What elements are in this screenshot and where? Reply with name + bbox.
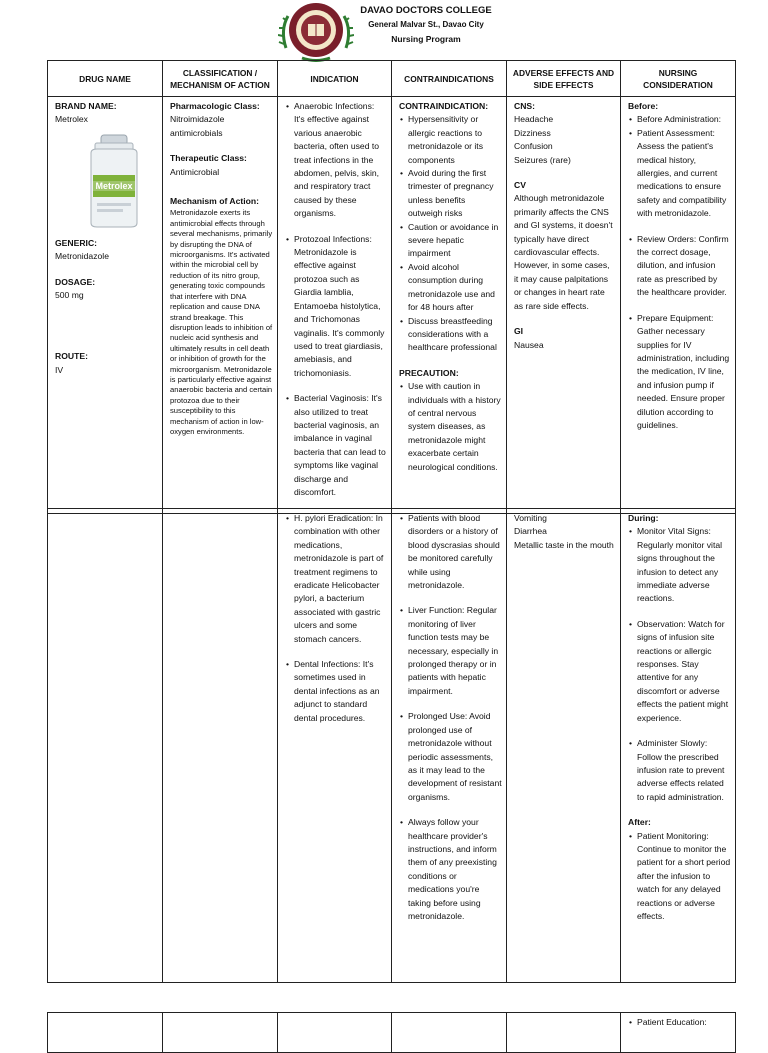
- college-seal-logo: [278, 0, 354, 62]
- list-item: • Avoid during the first trimester of pregnancy unless benefits outweigh risks: [408, 167, 502, 221]
- contraindications-cell: [392, 1013, 507, 1053]
- brand-name: Metrolex: [55, 114, 88, 125]
- drug-name-cell: [48, 509, 163, 983]
- nursing-consideration-cell: [621, 1013, 736, 1053]
- college-address: General Malvar St., Davao City: [368, 20, 484, 29]
- table-row: [48, 97, 736, 514]
- list-item: • Avoid alcohol consumption during metronidazole use and for 48 hours after: [408, 261, 502, 315]
- contraindications-cell: [392, 97, 507, 514]
- list-item: • Anaerobic Infections: It's effective against various anaerobic bacteria, often used to treat infections in the abdomen, pelvis, skin, and respiratory tract caused by these organisms.: [294, 100, 387, 221]
- cns-label: CNS:: [514, 101, 536, 111]
- col-header-classification: CLASSIFICATION / MECHANISM OF ACTION: [163, 61, 278, 97]
- contraindication-label: CONTRAINDICATION:: [399, 101, 489, 111]
- list-item: • Hypersensitivity or allergic reactions to metronidazole or its components: [408, 113, 502, 167]
- table-row: [48, 509, 736, 983]
- brand-name-label: BRAND NAME:: [55, 101, 117, 111]
- cns-effect: Dizziness: [514, 127, 551, 138]
- list-item: • Bacterial Vaginosis: It's also utilized to treat bacterial vaginosis, an imbalance in vaginal bacteria that can lead to symptoms like vaginal discharge and discomfort.: [294, 392, 387, 499]
- after-label: After:: [628, 817, 651, 828]
- drug-name-cell: [48, 97, 163, 514]
- pharmacologic-class: Nitroimidazole antimicrobials: [170, 114, 225, 138]
- cns-effect: Seizures (rare): [514, 154, 571, 165]
- list-item: • Administer Slowly: Follow the prescribed infusion rate to prevent adverse effects related to rapid administration.: [637, 737, 731, 804]
- list-item: • Monitor Vital Signs: Regularly monitor vital signs throughout the infusion to detect any immediate adverse reactions.: [637, 525, 731, 605]
- contraindications-cell: [392, 509, 507, 983]
- classification-cell: [163, 509, 278, 983]
- col-header-adverse-effects: ADVERSE EFFECTS AND SIDE EFFECTS: [507, 61, 621, 97]
- list-item: • Observation: Watch for signs of infusion site reactions or allergic responses. Stay attentive for any discomfort or adverse effects the patient might experience.: [637, 618, 731, 725]
- cns-effect: Headache: [514, 114, 554, 125]
- therapeutic-class-label: Therapeutic Class:: [170, 153, 247, 164]
- college-info: [356, 4, 496, 46]
- nursing-consideration-cell: [621, 97, 736, 514]
- during-label: During:: [628, 513, 659, 523]
- route-label: ROUTE:: [55, 351, 88, 362]
- list-item: • Always follow your healthcare provider's instructions, and inform them of any preexisting conditions or medications you're taking before using metronidazole.: [408, 816, 502, 923]
- indication-cell: [278, 1013, 392, 1053]
- cv-effect: Although metronidazole primarily affects the CNS and GI systems, it doesn't typically have direct cardiovascular effects. However, in some cases, it may cause palpitations or changes in heart rate as rare side effects.: [514, 193, 613, 311]
- list-item: • Prolonged Use: Avoid prolonged use of metronidazole without periodic assessments, as it may lead to the development of resistant organisms.: [408, 710, 502, 804]
- mechanism-text: Metronidazole exerts its antimicrobial effects through several mechanisms, primarily by disrupting the DNA of microorganisms. It's activated within the microbial cell by reduction of its nitro group, generating toxic compounds that interfere with DNA replication and cause DNA strand breakage. This disruption leads to inhibition of nucleic acid synthesis and ultimately results in cell death or inhibition of growth for the microorganism. Metronidazole is particularly effective against anaerobic bacteria and certain protozoa due to their susceptibility to this mechanism of action in low-oxygen environments.: [170, 208, 273, 436]
- program-name: Nursing Program: [391, 34, 461, 44]
- adverse-effects-cell: [507, 509, 621, 983]
- table-header-row: [48, 61, 736, 97]
- drug-study-table-page3: [47, 1012, 736, 1053]
- generic-name-label: GENERIC:: [55, 237, 98, 248]
- pharmacologic-class-label: Pharmacologic Class:: [170, 101, 260, 111]
- gi-effect: Diarrhea: [514, 526, 547, 537]
- cns-effect: Confusion: [514, 141, 553, 152]
- drug-study-table-page1: [47, 60, 736, 514]
- dosage-label: DOSAGE:: [55, 276, 96, 287]
- list-item: • Use with caution in individuals with a history of central nervous system diseases, as metronidazole might exacerbate certain neurological conditions.: [408, 380, 502, 474]
- gi-effect: Metallic taste in the mouth: [514, 539, 614, 550]
- nursing-consideration-cell: [621, 509, 736, 983]
- list-item: • Protozoal Infections: Metronidazole is effective against protozoa such as Giardia lamblia, Entamoeba histolytica, and Trichomonas vaginalis. It's commonly used to treat giardiasis, amebiasis, and trichomoniasis.: [294, 233, 387, 380]
- list-item: • Patient Assessment: Assess the patient's medical history, allergies, and current medications to ensure safety and compatibility with metronidazole.: [637, 127, 731, 221]
- col-header-indication: INDICATION: [278, 61, 392, 97]
- gi-label: GI: [514, 326, 524, 337]
- mechanism-label: Mechanism of Action:: [170, 196, 259, 207]
- dosage-value: 500 mg: [55, 290, 84, 301]
- list-item: • H. pylori Eradication: In combination with other medications, metronidazole is part of treatment regimens to eradicate Helicobacter pylori, a bacterium associated with gastric ulcers and some stomach cancers.: [294, 512, 387, 646]
- generic-name: Metronidazole: [55, 251, 109, 262]
- precaution-label: PRECAUTION:: [399, 367, 459, 378]
- col-header-drug-name: DRUG NAME: [48, 61, 163, 97]
- list-item: • Dental Infections: It's sometimes used in dental infections as an adjunct to standard dental procedures.: [294, 658, 387, 725]
- list-item: • Prepare Equipment: Gather necessary supplies for IV administration, including the medication, IV line, and infusion pump if needed. Ensure proper dilution according to guidelines.: [637, 312, 731, 433]
- drug-study-table-page2: [47, 508, 736, 983]
- list-item: • Caution or avoidance in severe hepatic impairment: [408, 221, 502, 261]
- list-item: • Before Administration:: [637, 113, 731, 126]
- table-row: [48, 1013, 736, 1053]
- gi-effect: Nausea: [514, 339, 544, 350]
- indication-cell: [278, 97, 392, 514]
- indication-cell: [278, 509, 392, 983]
- classification-cell: [163, 1013, 278, 1053]
- list-item: • Patient Monitoring: Continue to monitor the patient for a short period after the infusion to watch for any delayed reactions or adverse effects.: [637, 830, 731, 924]
- metrolex-bottle-image: [79, 131, 149, 231]
- list-item: • Patients with blood disorders or a history of blood dyscrasias should be monitored carefully while using metronidazole.: [408, 512, 502, 592]
- before-label: Before:: [628, 101, 659, 111]
- col-header-nursing-consideration: NURSING CONSIDERATION: [621, 61, 736, 97]
- adverse-effects-cell: [507, 1013, 621, 1053]
- list-item: • Discuss breastfeeding considerations with a healthcare professional: [408, 315, 502, 355]
- cv-label: CV: [514, 180, 526, 191]
- gi-effect: Vomiting: [514, 513, 547, 523]
- col-header-contraindications: CONTRAINDICATIONS: [392, 61, 507, 97]
- drug-name-cell: [48, 1013, 163, 1053]
- classification-cell: [163, 97, 278, 514]
- adverse-effects-cell: [507, 97, 621, 514]
- list-item: • Liver Function: Regular monitoring of liver function tests may be necessary, especially in prolonged therapy or in patients with hepatic impairment.: [408, 604, 502, 698]
- bottle-label-text: Metrolex: [95, 180, 133, 191]
- route-value: IV: [55, 364, 64, 375]
- list-item: • Review Orders: Confirm the correct dosage, dilution, and infusion rate as prescribed by the healthcare provider.: [637, 233, 731, 300]
- college-name: DAVAO DOCTORS COLLEGE: [360, 5, 492, 16]
- therapeutic-class: Antimicrobial: [170, 166, 220, 177]
- document-header: [0, 0, 768, 58]
- list-item: • Patient Education:: [637, 1016, 731, 1029]
